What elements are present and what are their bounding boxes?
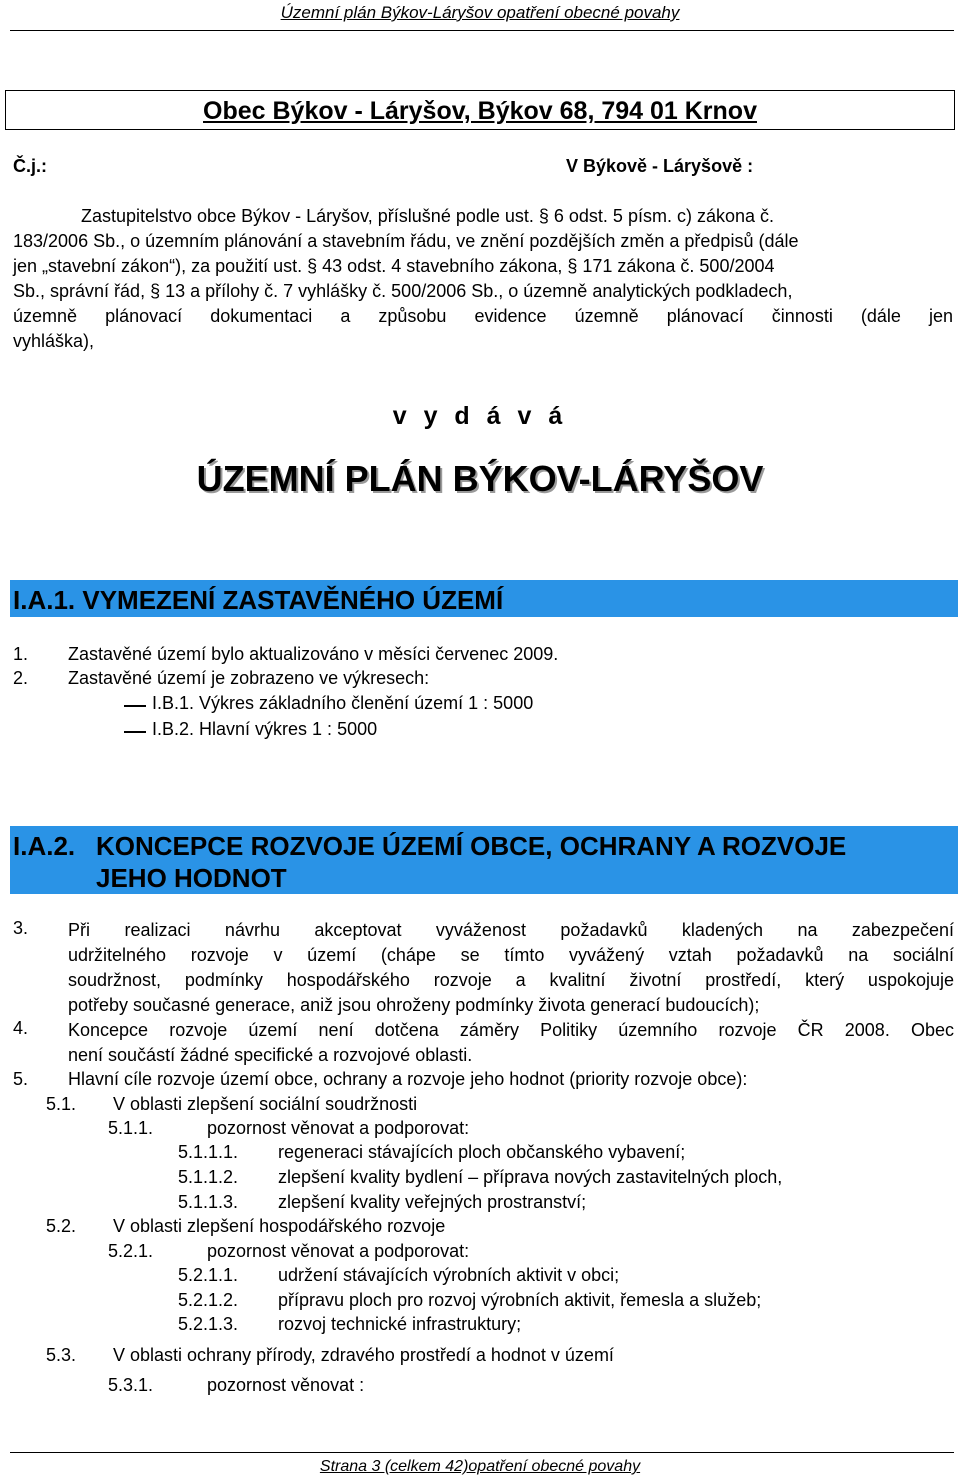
item4-paragraph [68, 1018, 954, 1068]
list-item-text: Zastavěné území je zobrazeno ve výkresech: [68, 668, 430, 688]
subitem-text: V oblasti zlepšení sociální soudržnosti [113, 1094, 418, 1114]
paragraph-line: soudržnost, podmínky hospodářského rozvoje a kvalitní životní prostředí, který uspokojuje [68, 970, 954, 990]
subitem-number: 5.3. [46, 1345, 77, 1365]
header-rule [10, 30, 954, 31]
list-item-number: 2. [13, 668, 29, 688]
subitem-number: 5.1.1.1. [178, 1142, 239, 1162]
subitem-text: zlepšení kvality bydlení – příprava nových zastavitelných ploch, [278, 1167, 783, 1187]
footer-rule [10, 1452, 954, 1453]
subitem-text: regeneraci stávajících ploch občanského vybavení; [278, 1142, 686, 1162]
subitem-number: 5.1.1.3. [178, 1192, 239, 1212]
issue-place: V Býkově - Láryšově : [566, 156, 754, 176]
paragraph-line: udržitelného rozvoje v území (chápe se tímto vyvážený vztah požadavků na sociální [68, 945, 954, 965]
subitem-number: 5.2.1.2. [178, 1290, 239, 1310]
subitem-text: V oblasti ochrany přírody, zdravého prostředí a hodnot v území [113, 1345, 614, 1365]
section-heading: KONCEPCE ROZVOJE ÚZEMÍ OBCE, OCHRANY A ROZVOJE [96, 831, 847, 861]
list-item-number: 3. [13, 918, 29, 938]
bullet-dash [124, 731, 146, 733]
reference-number-label: Č.j.: [13, 156, 47, 176]
plan-title: ÚZEMNÍ PLÁN BÝKOV-LÁRYŠOV [196, 458, 764, 499]
section-heading: I.A.1. VYMEZENÍ ZASTAVĚNÉHO ÚZEMÍ [13, 585, 504, 615]
subitem-text: pozornost věnovat a podporovat: [207, 1241, 470, 1261]
intro-paragraph [13, 204, 953, 354]
drawing-item: I.B.1. Výkres základního členění území 1 : 5000 [152, 693, 534, 713]
subitem-text: V oblasti zlepšení hospodářského rozvoje [113, 1216, 446, 1236]
section-heading-continued: JEHO HODNOT [96, 863, 287, 893]
intro-line: územně plánovací dokumentaci a způsobu evidence územně plánovací činnosti (dále jen [13, 306, 953, 326]
paragraph-line: Při realizaci návrhu akceptovat vyváženost požadavků kladených na zabezpečení [68, 920, 954, 940]
subitem-number: 5.3.1. [108, 1375, 154, 1395]
subitem-text: rozvoj technické infrastruktury; [278, 1314, 522, 1334]
intro-line: jen „stavební zákon“), za použití ust. § 43 odst. 4 stavebního zákona, § 171 zákona č. 500/2004 [13, 256, 775, 276]
paragraph-line: potřeby současné generace, aniž jsou ohroženy podmínky života generací budoucích); [68, 995, 760, 1015]
municipality-title: Obec Býkov - Láryšov, Býkov 68, 794 01 Krnov [203, 97, 757, 125]
subitem-text: přípravu ploch pro rozvoj výrobních aktivit, řemesla a služeb; [278, 1290, 762, 1310]
intro-line: Zastupitelstvo obce Býkov - Láryšov, příslušné podle ust. § 6 odst. 5 písm. c) zákona č. [81, 206, 774, 226]
list-item-number: 4. [13, 1018, 29, 1038]
list-item-text: Zastavěné území bylo aktualizováno v měsíci červenec 2009. [68, 644, 559, 664]
section-heading-number: I.A.2. [13, 831, 76, 861]
page-footer: Strana 3 (celkem 42)opatření obecné povahy [319, 1458, 641, 1475]
list-item-number: 1. [13, 644, 29, 664]
intro-line: Sb., správní řád, § 13 a přílohy č. 7 vyhlášky č. 500/2006 Sb., o územně analytických podkladech, [13, 281, 793, 301]
paragraph-line: Koncepce rozvoje území není dotčena záměry Politiky územního rozvoje ČR 2008. Obec [68, 1020, 954, 1040]
subitem-number: 5.1. [46, 1094, 77, 1114]
subitem-text: pozornost věnovat a podporovat: [207, 1118, 470, 1138]
bullet-dash [124, 705, 146, 707]
paragraph-line: není součástí žádné specifické a rozvojové oblasti. [68, 1045, 473, 1065]
subitem-text: zlepšení kvality veřejných prostranství; [278, 1192, 587, 1212]
issues-text: v y d á v á [392, 402, 568, 430]
subitem-text: udržení stávajících výrobních aktivit v obci; [278, 1265, 620, 1285]
subitem-text: pozornost věnovat : [207, 1375, 365, 1395]
intro-line: vyhláška), [13, 331, 95, 351]
item3-paragraph [68, 918, 954, 1018]
intro-line: 183/2006 Sb., o územním plánování a stavebním řádu, ve znění pozdějších změn a předpisů (dále [13, 231, 799, 251]
subitem-number: 5.1.1.2. [178, 1167, 239, 1187]
subitem-number: 5.2.1.3. [178, 1314, 239, 1334]
subitem-number: 5.2.1.1. [178, 1265, 239, 1285]
drawing-item: I.B.2. Hlavní výkres 1 : 5000 [152, 719, 378, 739]
subitem-number: 5.2.1. [108, 1241, 154, 1261]
running-header: Územní plán Býkov-Láryšov opatření obecné povahy [280, 3, 680, 22]
list-item-text: Hlavní cíle rozvoje území obce, ochrany a rozvoje jeho hodnot (priority rozvoje obce): [68, 1069, 748, 1089]
list-item-number: 5. [13, 1069, 29, 1089]
subitem-number: 5.2. [46, 1216, 77, 1236]
subitem-number: 5.1.1. [108, 1118, 154, 1138]
